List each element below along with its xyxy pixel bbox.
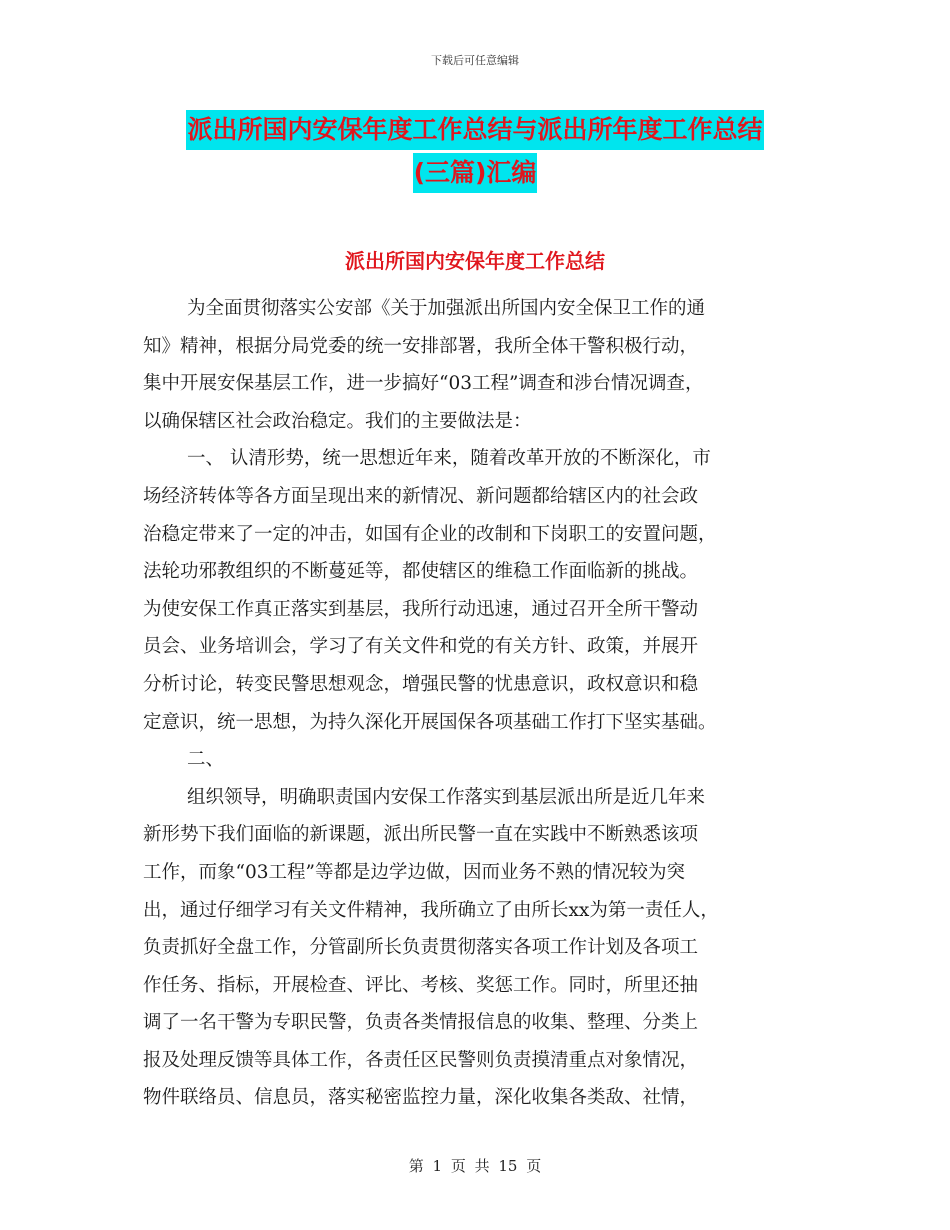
text-line: 以确保辖区社会政治稳定。我们的主要做法是： [143,410,532,432]
text-line: 负责抓好全盘工作，分管副所长负责贯彻落实各项工作计划及各项工 [143,937,699,959]
text-line: 集中开展安保基层工作，进一步搞好“03工程”调查和涉台情况调查， [143,373,704,395]
text-line: 治稳定带来了一定的冲击，如国有企业的改制和下岗职工的安置问题， [143,523,717,545]
text-line: 知》精神，根据分局党委的统一安排部署，我所全体干警积极行动， [143,335,699,357]
document-title-line-2 [0,153,950,193]
text-line: 员会、业务培训会，学习了有关文件和党的有关方针、政策，并展开 [143,636,699,658]
text-line: 物件联络员、信息员，落实秘密监控力量，深化收集各类敌、社情， [143,1087,699,1109]
text-line: 分析讨论，转变民警思想观念，增强民警的忧患意识，政权意识和稳 [143,673,699,695]
header-note: 下载后可任意编辑 [431,54,519,67]
section-title: 派出所国内安保年度工作总结 [345,249,605,273]
text-line: 组织领导，明确职责国内安保工作落实到基层派出所是近几年来 [187,786,706,808]
document-title-text-1: 派出所国内安保年度工作总结与派出所年度工作总结 [186,110,763,150]
document-title-text-2: (三篇)汇编 [413,153,538,193]
text-line: 为使安保工作真正落实到基层，我所行动迅速，通过召开全所干警动 [143,598,699,620]
page-footer: 第 1 页 共 15 页 [408,1157,542,1175]
document-title-line-1 [0,110,950,150]
text-line: 作任务、指标，开展检查、评比、考核、奖惩工作。同时，所里还抽 [143,974,699,996]
text-line: 定意识，统一思想，为持久深化开展国保各项基础工作打下坚实基础。 [143,711,717,733]
text-line: 一、 认清形势，统一思想近年来，随着改革开放的不断深化，市 [187,448,711,470]
text-line: 工作，而象“03工程”等都是边学边做，因而业务不熟的情况较为突 [143,861,685,883]
text-line: 报及处理反馈等具体工作，各责任区民警则负责摸清重点对象情况， [143,1049,699,1071]
text-line: 场经济转体等各方面呈现出来的新情况、新问题都给辖区内的社会政 [143,485,699,507]
text-line: 法轮功邪教组织的不断蔓延等，都使辖区的维稳工作面临新的挑战。 [143,561,699,583]
text-line: 新形势下我们面临的新课题，派出所民警一直在实践中不断熟悉该项 [143,824,699,846]
text-line: 二、 [187,749,225,771]
text-line: 为全面贯彻落实公安部《关于加强派出所国内安全保卫工作的通 [187,298,706,319]
text-line: 出，通过仔细学习有关文件精神，我所确立了由所长xx为第一责任人， [143,899,719,921]
text-line: 调了一名干警为专职民警，负责各类情报信息的收集、整理、分类上 [143,1012,699,1034]
body-text [143,290,813,1117]
